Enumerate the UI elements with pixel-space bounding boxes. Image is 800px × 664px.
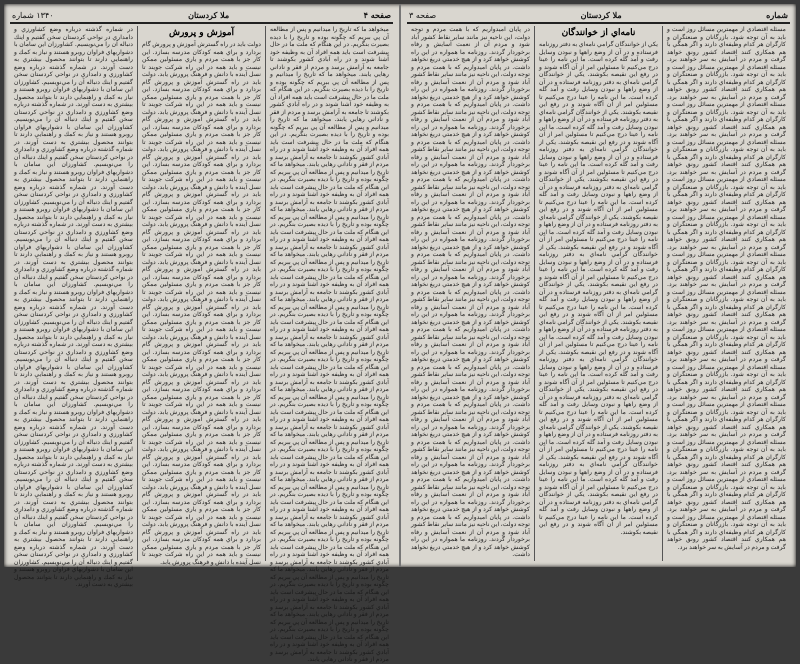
left-page-columns (10, 26, 393, 663)
left-page-column (10, 26, 137, 588)
article-heading: آموزش و پرورش (168, 28, 235, 38)
right-page-column (662, 26, 790, 561)
right-page-date: صفحه ۳ (409, 10, 437, 20)
left-page-column (137, 26, 265, 566)
right-page-column (407, 26, 534, 561)
article-text: ميخواهد ما كه تاريخ را ميدانيم و پس از مطالعه آن پي ببريم كه چگونه بوده و تاريخ را با ديده بصيرت بنگريم. در اين هنگام كه ملت ما در حال پيشرفت است بايد همه افراد آن به وظيفه خود آشنا شوند و در راه آبادي كشور بكوشند تا جامعه به آرامش برسد و مردم از فقر و ناداني رهايي يابند. ميخواهد ما كه تاريخ را ميدانيم و پس از مطالعه آن پي ببريم كه چگونه بوده و تاريخ را با ديده بصيرت بنگريم. در اين هنگام كه ملت ما در حال پيشرفت است بايد همه افراد آن به وظيفه خود آشنا شوند و در راه آبادي كشور بكوشند تا جامعه به آرامش برسد و مردم از فقر و ناداني رهايي يابند. ميخواهد ما كه تاريخ را ميدانيم و پس از مطالعه آن پي ببريم كه چگونه بوده و تاريخ را با ديده بصيرت بنگريم. در اين هنگام كه ملت ما در حال پيشرفت است بايد همه افراد آن به وظيفه خود آشنا شوند و در راه آبادي كشور بكوشند تا جامعه به آرامش برسد و مردم از فقر و ناداني رهايي يابند. ميخواهد ما كه تاريخ را ميدانيم و پس از مطالعه آن پي ببريم كه چگونه بوده و تاريخ را با ديده بصيرت بنگريم. در اين هنگام كه ملت ما در حال پيشرفت است بايد همه افراد آن به وظيفه خود آشنا شوند و در راه آبادي كشور بكوشند تا جامعه به آرامش برسد و مردم از فقر و ناداني رهايي يابند. ميخواهد ما كه تاريخ را ميدانيم و پس از مطالعه آن پي ببريم كه چگونه بوده و تاريخ را با ديده بصيرت بنگريم. در اين هنگام كه ملت ما در حال پيشرفت است بايد همه افراد آن به وظيفه خود آشنا شوند و در راه آبادي كشور بكوشند تا جامعه به آرامش برسد و مردم از فقر و ناداني رهايي يابند. ميخواهد ما كه تاريخ را ميدانيم و پس از مطالعه آن پي ببريم كه چگونه بوده و تاريخ را با ديده بصيرت بنگريم. در اين هنگام كه ملت ما در حال پيشرفت است بايد همه افراد آن به وظيفه خود آشنا شوند و در راه آبادي كشور بكوشند تا جامعه به آرامش برسد و مردم از فقر و ناداني رهايي يابند. ميخواهد ما كه تاريخ را ميدانيم و پس از مطالعه آن پي ببريم كه چگونه بوده و تاريخ را با ديده بصيرت بنگريم. در اين هنگام كه ملت ما در حال پيشرفت است بايد همه افراد آن به وظيفه خود آشنا شوند و در راه آبادي كشور بكوشند تا جامعه به آرامش برسد و مردم از فقر و ناداني رهايي يابند. ميخواهد ما كه تاريخ را ميدانيم و پس از مطالعه آن پي ببريم كه چگونه بوده و تاريخ را با ديده بصيرت بنگريم. در اين هنگام كه ملت ما در حال پيشرفت است بايد همه افراد آن به وظيفه خود آشنا شوند و در راه آبادي كشور بكوشند تا جامعه به آرامش برسد و مردم از فقر و ناداني رهايي يابند. ميخواهد ما كه تاريخ را ميدانيم و پس از مطالعه آن پي ببريم كه چگونه بوده و تاريخ را با ديده بصيرت بنگريم. در اين هنگام كه ملت ما در حال پيشرفت است بايد همه افراد آن به وظيفه خود آشنا شوند و در راه آبادي كشور بكوشند تا جامعه به آرامش برسد و مردم از فقر و ناداني رهايي يابند. ميخواهد ما كه تاريخ را ميدانيم و پس از مطالعه آن پي ببريم كه چگونه بوده و تاريخ را با ديده بصيرت بنگريم. در اين هنگام كه ملت ما در حال پيشرفت است بايد همه افراد آن به وظيفه خود آشنا شوند و در راه آبادي كشور بكوشند تا جامعه به آرامش برسد و مردم از فقر و ناداني رهايي يابند. ميخواهد ما كه تاريخ را ميدانيم و پس از مطالعه آن پي ببريم كه چگونه بوده و تاريخ را با ديده بصيرت بنگريم. در اين هنگام كه ملت ما در حال پيشرفت است بايد همه افراد آن به وظيفه خود آشنا شوند و در راه آبادي كشور بكوشند تا جامعه به آرامش برسد و مردم از فقر و ناداني رهايي يابند. ميخواهد ما كه تاريخ را ميدانيم و پس از مطالعه آن پي ببريم كه چگونه بوده و تاريخ را با ديده بصيرت بنگريم. در اين هنگام كه ملت ما در حال پيشرفت است بايد همه افراد آن به وظيفه خود آشنا شوند و در راه آبادي كشور بكوشند تا جامعه به آرامش برسد و مردم از فقر و ناداني رهايي يابند. ميخواهد ما كه تاريخ را ميدانيم و پس از مطالعه آن پي ببريم كه چگونه بوده و تاريخ را با ديده بصيرت بنگريم. در اين هنگام كه ملت ما در حال پيشرفت است بايد همه افراد آن به وظيفه خود آشنا شوند و در راه آبادي كشور بكوشند تا جامعه به آرامش برسد و مردم از فقر و ناداني رهايي يابند. ميخواهد ما كه تاريخ را ميدانيم و پس از مطالعه آن پي ببريم كه چگونه بوده و تاريخ را با ديده بصيرت بنگريم. در اين هنگام كه ملت ما در حال پيشرفت است بايد همه افراد آن به وظيفه خود آشنا شوند و در راه آبادي كشور بكوشند تا جامعه به آرامش برسد و مردم از فقر و ناداني رهايي يابند. (270, 26, 389, 663)
right-page-masthead: ملا كردستان (580, 10, 622, 20)
left-page-masthead: ملا كردستان (188, 10, 230, 20)
right-page-columns (407, 26, 790, 561)
article-text: دولت بايد در راه گسترش آموزش و پرورش گام بردارد و براي همه كودكان مدرسه بسازد. اين كار جز با همت مردم و ياري مسئولين ممكن نيست و بايد همه در اين راه شركت جويند تا نسل آينده با دانش و فرهنگ پرورش يابد. دولت بايد در راه گسترش آموزش و پرورش گام بردارد و براي همه كودكان مدرسه بسازد. اين كار جز با همت مردم و ياري مسئولين ممكن نيست و بايد همه در اين راه شركت جويند تا نسل آينده با دانش و فرهنگ پرورش يابد. دولت بايد در راه گسترش آموزش و پرورش گام بردارد و براي همه كودكان مدرسه بسازد. اين كار جز با همت مردم و ياري مسئولين ممكن نيست و بايد همه در اين راه شركت جويند تا نسل آينده با دانش و فرهنگ پرورش يابد. دولت بايد در راه گسترش آموزش و پرورش گام بردارد و براي همه كودكان مدرسه بسازد. اين كار جز با همت مردم و ياري مسئولين ممكن نيست و بايد همه در اين راه شركت جويند تا نسل آينده با دانش و فرهنگ پرورش يابد. دولت بايد در راه گسترش آموزش و پرورش گام بردارد و براي همه كودكان مدرسه بسازد. اين كار جز با همت مردم و ياري مسئولين ممكن نيست و بايد همه در اين راه شركت جويند تا نسل آينده با دانش و فرهنگ پرورش يابد. دولت بايد در راه گسترش آموزش و پرورش گام بردارد و براي همه كودكان مدرسه بسازد. اين كار جز با همت مردم و ياري مسئولين ممكن نيست و بايد همه در اين راه شركت جويند تا نسل آينده با دانش و فرهنگ پرورش يابد. دولت بايد در راه گسترش آموزش و پرورش گام بردارد و براي همه كودكان مدرسه بسازد. اين كار جز با همت مردم و ياري مسئولين ممكن نيست و بايد همه در اين راه شركت جويند تا نسل آينده با دانش و فرهنگ پرورش يابد. دولت بايد در راه گسترش آموزش و پرورش گام بردارد و براي همه كودكان مدرسه بسازد. اين كار جز با همت مردم و ياري مسئولين ممكن نيست و بايد همه در اين راه شركت جويند تا نسل آينده با دانش و فرهنگ پرورش يابد. دولت بايد در راه گسترش آموزش و پرورش گام بردارد و براي همه كودكان مدرسه بسازد. اين كار جز با همت مردم و ياري مسئولين ممكن نيست و بايد همه در اين راه شركت جويند تا نسل آينده با دانش و فرهنگ پرورش يابد. دولت بايد در راه گسترش آموزش و پرورش گام بردارد و براي همه كودكان مدرسه بسازد. اين كار جز با همت مردم و ياري مسئولين ممكن نيست و بايد همه در اين راه شركت جويند تا نسل آينده با دانش و فرهنگ پرورش يابد. دولت بايد در راه گسترش آموزش و پرورش گام بردارد و براي همه كودكان مدرسه بسازد. اين كار جز با همت مردم و ياري مسئولين ممكن نيست و بايد همه در اين راه شركت جويند تا نسل آينده با دانش و فرهنگ پرورش يابد. دولت بايد در راه گسترش آموزش و پرورش گام بردارد و براي همه كودكان مدرسه بسازد. اين كار جز با همت مردم و ياري مسئولين ممكن نيست و بايد همه در اين راه شركت جويند تا نسل آينده با دانش و فرهنگ پرورش يابد. دولت بايد در راه گسترش آموزش و پرورش گام بردارد و براي همه كودكان مدرسه بسازد. اين كار جز با همت مردم و ياري مسئولين ممكن نيست و بايد همه در اين راه شركت جويند تا نسل آينده با دانش و فرهنگ پرورش يابد. دولت بايد در راه گسترش آموزش و پرورش گام بردارد و براي همه كودكان مدرسه بسازد. اين كار جز با همت مردم و ياري مسئولين ممكن نيست و بايد همه در اين راه شركت جويند تا نسل آينده با دانش و فرهنگ پرورش يابد. (142, 41, 261, 566)
newspaper-spread (4, 4, 796, 663)
right-page-column (534, 26, 662, 561)
article-heading: نامه‌اي از خوانندگان (561, 28, 636, 38)
article-text: مسئله اقتصادي از مهمترين مسائل روز است و بايد به آن توجه شود. بازرگانان و صنعتگران و كارگران هر كدام وظيفه‌اي دارند و اگر همگي با هم همكاري كنند اقتصاد كشور رونق خواهد گرفت و مردم در آسايش به سر خواهند برد. مسئله اقتصادي از مهمترين مسائل روز است و بايد به آن توجه شود. بازرگانان و صنعتگران و كارگران هر كدام وظيفه‌اي دارند و اگر همگي با هم همكاري كنند اقتصاد كشور رونق خواهد گرفت و مردم در آسايش به سر خواهند برد. مسئله اقتصادي از مهمترين مسائل روز است و بايد به آن توجه شود. بازرگانان و صنعتگران و كارگران هر كدام وظيفه‌اي دارند و اگر همگي با هم همكاري كنند اقتصاد كشور رونق خواهد گرفت و مردم در آسايش به سر خواهند برد. مسئله اقتصادي از مهمترين مسائل روز است و بايد به آن توجه شود. بازرگانان و صنعتگران و كارگران هر كدام وظيفه‌اي دارند و اگر همگي با هم همكاري كنند اقتصاد كشور رونق خواهد گرفت و مردم در آسايش به سر خواهند برد. مسئله اقتصادي از مهمترين مسائل روز است و بايد به آن توجه شود. بازرگانان و صنعتگران و كارگران هر كدام وظيفه‌اي دارند و اگر همگي با هم همكاري كنند اقتصاد كشور رونق خواهد گرفت و مردم در آسايش به سر خواهند برد. مسئله اقتصادي از مهمترين مسائل روز است و بايد به آن توجه شود. بازرگانان و صنعتگران و كارگران هر كدام وظيفه‌اي دارند و اگر همگي با هم همكاري كنند اقتصاد كشور رونق خواهد گرفت و مردم در آسايش به سر خواهند برد. مسئله اقتصادي از مهمترين مسائل روز است و بايد به آن توجه شود. بازرگانان و صنعتگران و كارگران هر كدام وظيفه‌اي دارند و اگر همگي با هم همكاري كنند اقتصاد كشور رونق خواهد گرفت و مردم در آسايش به سر خواهند برد. مسئله اقتصادي از مهمترين مسائل روز است و بايد به آن توجه شود. بازرگانان و صنعتگران و كارگران هر كدام وظيفه‌اي دارند و اگر همگي با هم همكاري كنند اقتصاد كشور رونق خواهد گرفت و مردم در آسايش به سر خواهند برد. مسئله اقتصادي از مهمترين مسائل روز است و بايد به آن توجه شود. بازرگانان و صنعتگران و كارگران هر كدام وظيفه‌اي دارند و اگر همگي با هم همكاري كنند اقتصاد كشور رونق خواهد گرفت و مردم در آسايش به سر خواهند برد. مسئله اقتصادي از مهمترين مسائل روز است و بايد به آن توجه شود. بازرگانان و صنعتگران و كارگران هر كدام وظيفه‌اي دارند و اگر همگي با هم همكاري كنند اقتصاد كشور رونق خواهد گرفت و مردم در آسايش به سر خواهند برد. مسئله اقتصادي از مهمترين مسائل روز است و بايد به آن توجه شود. بازرگانان و صنعتگران و كارگران هر كدام وظيفه‌اي دارند و اگر همگي با هم همكاري كنند اقتصاد كشور رونق خواهد گرفت و مردم در آسايش به سر خواهند برد. مسئله اقتصادي از مهمترين مسائل روز است و بايد به آن توجه شود. بازرگانان و صنعتگران و كارگران هر كدام وظيفه‌اي دارند و اگر همگي با هم همكاري كنند اقتصاد كشور رونق خواهد گرفت و مردم در آسايش به سر خواهند برد. مسئله اقتصادي از مهمترين مسائل روز است و بايد به آن توجه شود. بازرگانان و صنعتگران و كارگران هر كدام وظيفه‌اي دارند و اگر همگي با هم همكاري كنند اقتصاد كشور رونق خواهد گرفت و مردم در آسايش به سر خواهند برد. مسئله اقتصادي از مهمترين مسائل روز است و بايد به آن توجه شود. بازرگانان و صنعتگران و كارگران هر كدام وظيفه‌اي دارند و اگر همگي با هم همكاري كنند اقتصاد كشور رونق خواهد گرفت و مردم در آسايش به سر خواهند برد. (667, 26, 786, 551)
right-page (401, 4, 796, 567)
left-page-column (265, 26, 393, 663)
right-page-number: شماره (766, 10, 788, 20)
right-page-header (407, 8, 790, 24)
left-page-number: صفحه ۴ (363, 10, 391, 20)
article-text: در پايان اميدواريم كه با همت مردم و توجه دولت، اين ناحيه نيز مانند ساير نقاط كشور آباد شود و مردم آن از نعمت آسايش و رفاه برخوردار گردند. روزنامه ما همواره در اين راه كوشش خواهد كرد و از هيچ خدمتي دريغ نخواهد داشت. در پايان اميدواريم كه با همت مردم و توجه دولت، اين ناحيه نيز مانند ساير نقاط كشور آباد شود و مردم آن از نعمت آسايش و رفاه برخوردار گردند. روزنامه ما همواره در اين راه كوشش خواهد كرد و از هيچ خدمتي دريغ نخواهد داشت. در پايان اميدواريم كه با همت مردم و توجه دولت، اين ناحيه نيز مانند ساير نقاط كشور آباد شود و مردم آن از نعمت آسايش و رفاه برخوردار گردند. روزنامه ما همواره در اين راه كوشش خواهد كرد و از هيچ خدمتي دريغ نخواهد داشت. در پايان اميدواريم كه با همت مردم و توجه دولت، اين ناحيه نيز مانند ساير نقاط كشور آباد شود و مردم آن از نعمت آسايش و رفاه برخوردار گردند. روزنامه ما همواره در اين راه كوشش خواهد كرد و از هيچ خدمتي دريغ نخواهد داشت. در پايان اميدواريم كه با همت مردم و توجه دولت، اين ناحيه نيز مانند ساير نقاط كشور آباد شود و مردم آن از نعمت آسايش و رفاه برخوردار گردند. روزنامه ما همواره در اين راه كوشش خواهد كرد و از هيچ خدمتي دريغ نخواهد داشت. در پايان اميدواريم كه با همت مردم و توجه دولت، اين ناحيه نيز مانند ساير نقاط كشور آباد شود و مردم آن از نعمت آسايش و رفاه برخوردار گردند. روزنامه ما همواره در اين راه كوشش خواهد كرد و از هيچ خدمتي دريغ نخواهد داشت. در پايان اميدواريم كه با همت مردم و توجه دولت، اين ناحيه نيز مانند ساير نقاط كشور آباد شود و مردم آن از نعمت آسايش و رفاه برخوردار گردند. روزنامه ما همواره در اين راه كوشش خواهد كرد و از هيچ خدمتي دريغ نخواهد داشت. در پايان اميدواريم كه با همت مردم و توجه دولت، اين ناحيه نيز مانند ساير نقاط كشور آباد شود و مردم آن از نعمت آسايش و رفاه برخوردار گردند. روزنامه ما همواره در اين راه كوشش خواهد كرد و از هيچ خدمتي دريغ نخواهد داشت. در پايان اميدواريم كه با همت مردم و توجه دولت، اين ناحيه نيز مانند ساير نقاط كشور آباد شود و مردم آن از نعمت آسايش و رفاه برخوردار گردند. روزنامه ما همواره در اين راه كوشش خواهد كرد و از هيچ خدمتي دريغ نخواهد داشت. در پايان اميدواريم كه با همت مردم و توجه دولت، اين ناحيه نيز مانند ساير نقاط كشور آباد شود و مردم آن از نعمت آسايش و رفاه برخوردار گردند. روزنامه ما همواره در اين راه كوشش خواهد كرد و از هيچ خدمتي دريغ نخواهد داشت. در پايان اميدواريم كه با همت مردم و توجه دولت، اين ناحيه نيز مانند ساير نقاط كشور آباد شود و مردم آن از نعمت آسايش و رفاه برخوردار گردند. روزنامه ما همواره در اين راه كوشش خواهد كرد و از هيچ خدمتي دريغ نخواهد داشت. در پايان اميدواريم كه با همت مردم و توجه دولت، اين ناحيه نيز مانند ساير نقاط كشور آباد شود و مردم آن از نعمت آسايش و رفاه برخوردار گردند. روزنامه ما همواره در اين راه كوشش خواهد كرد و از هيچ خدمتي دريغ نخواهد داشت. در پايان اميدواريم كه با همت مردم و توجه دولت، اين ناحيه نيز مانند ساير نقاط كشور آباد شود و مردم آن از نعمت آسايش و رفاه برخوردار گردند. روزنامه ما همواره در اين راه كوشش خواهد كرد و از هيچ خدمتي دريغ نخواهد داشت. در پايان اميدواريم كه با همت مردم و توجه دولت، اين ناحيه نيز مانند ساير نقاط كشور آباد شود و مردم آن از نعمت آسايش و رفاه برخوردار گردند. روزنامه ما همواره در اين راه كوشش خواهد كرد و از هيچ خدمتي دريغ نخواهد داشت. (411, 26, 530, 558)
article-text: يكي از خوانندگان گرامي نامه‌اي به دفتر روزنامه فرستاده و در آن از وضع راهها و نبودن وسايل رفت و آمد گله كرده است. ما اين نامه را عينا درج مي‌كنيم تا مسئولين امر از آن آگاه شوند و در رفع اين نقيصه بكوشند. يكي از خوانندگان گرامي نامه‌اي به دفتر روزنامه فرستاده و در آن از وضع راهها و نبودن وسايل رفت و آمد گله كرده است. ما اين نامه را عينا درج مي‌كنيم تا مسئولين امر از آن آگاه شوند و در رفع اين نقيصه بكوشند. يكي از خوانندگان گرامي نامه‌اي به دفتر روزنامه فرستاده و در آن از وضع راهها و نبودن وسايل رفت و آمد گله كرده است. ما اين نامه را عينا درج مي‌كنيم تا مسئولين امر از آن آگاه شوند و در رفع اين نقيصه بكوشند. يكي از خوانندگان گرامي نامه‌اي به دفتر روزنامه فرستاده و در آن از وضع راهها و نبودن وسايل رفت و آمد گله كرده است. ما اين نامه را عينا درج مي‌كنيم تا مسئولين امر از آن آگاه شوند و در رفع اين نقيصه بكوشند. يكي از خوانندگان گرامي نامه‌اي به دفتر روزنامه فرستاده و در آن از وضع راهها و نبودن وسايل رفت و آمد گله كرده است. ما اين نامه را عينا درج مي‌كنيم تا مسئولين امر از آن آگاه شوند و در رفع اين نقيصه بكوشند. يكي از خوانندگان گرامي نامه‌اي به دفتر روزنامه فرستاده و در آن از وضع راهها و نبودن وسايل رفت و آمد گله كرده است. ما اين نامه را عينا درج مي‌كنيم تا مسئولين امر از آن آگاه شوند و در رفع اين نقيصه بكوشند. يكي از خوانندگان گرامي نامه‌اي به دفتر روزنامه فرستاده و در آن از وضع راهها و نبودن وسايل رفت و آمد گله كرده است. ما اين نامه را عينا درج مي‌كنيم تا مسئولين امر از آن آگاه شوند و در رفع اين نقيصه بكوشند. يكي از خوانندگان گرامي نامه‌اي به دفتر روزنامه فرستاده و در آن از وضع راهها و نبودن وسايل رفت و آمد گله كرده است. ما اين نامه را عينا درج مي‌كنيم تا مسئولين امر از آن آگاه شوند و در رفع اين نقيصه بكوشند. يكي از خوانندگان گرامي نامه‌اي به دفتر روزنامه فرستاده و در آن از وضع راهها و نبودن وسايل رفت و آمد گله كرده است. ما اين نامه را عينا درج مي‌كنيم تا مسئولين امر از آن آگاه شوند و در رفع اين نقيصه بكوشند. يكي از خوانندگان گرامي نامه‌اي به دفتر روزنامه فرستاده و در آن از وضع راهها و نبودن وسايل رفت و آمد گله كرده است. ما اين نامه را عينا درج مي‌كنيم تا مسئولين امر از آن آگاه شوند و در رفع اين نقيصه بكوشند. يكي از خوانندگان گرامي نامه‌اي به دفتر روزنامه فرستاده و در آن از وضع راهها و نبودن وسايل رفت و آمد گله كرده است. ما اين نامه را عينا درج مي‌كنيم تا مسئولين امر از آن آگاه شوند و در رفع اين نقيصه بكوشند. يكي از خوانندگان گرامي نامه‌اي به دفتر روزنامه فرستاده و در آن از وضع راهها و نبودن وسايل رفت و آمد گله كرده است. ما اين نامه را عينا درج مي‌كنيم تا مسئولين امر از آن آگاه شوند و در رفع اين نقيصه بكوشند. يكي از خوانندگان گرامي نامه‌اي به دفتر روزنامه فرستاده و در آن از وضع راهها و نبودن وسايل رفت و آمد گله كرده است. ما اين نامه را عينا درج مي‌كنيم تا مسئولين امر از آن آگاه شوند و در رفع اين نقيصه بكوشند. يكي از خوانندگان گرامي نامه‌اي به دفتر روزنامه فرستاده و در آن از وضع راهها و نبودن وسايل رفت و آمد گله كرده است. ما اين نامه را عينا درج مي‌كنيم تا مسئولين امر از آن آگاه شوند و در رفع اين نقيصه بكوشند. (539, 41, 658, 536)
left-page (4, 4, 401, 663)
article-text: در شماره گذشته درباره وضع كشاورزي و دامداري در نواحي كردستان سخن گفتيم و اينك دنباله آن را مي‌نويسيم. كشاورزان اين سامان با دشواريهاي فراوان روبرو هستند و نياز به كمك و راهنمايي دارند تا بتوانند محصول بيشتري به دست آورند. در شماره گذشته درباره وضع كشاورزي و دامداري در نواحي كردستان سخن گفتيم و اينك دنباله آن را مي‌نويسيم. كشاورزان اين سامان با دشواريهاي فراوان روبرو هستند و نياز به كمك و راهنمايي دارند تا بتوانند محصول بيشتري به دست آورند. در شماره گذشته درباره وضع كشاورزي و دامداري در نواحي كردستان سخن گفتيم و اينك دنباله آن را مي‌نويسيم. كشاورزان اين سامان با دشواريهاي فراوان روبرو هستند و نياز به كمك و راهنمايي دارند تا بتوانند محصول بيشتري به دست آورند. در شماره گذشته درباره وضع كشاورزي و دامداري در نواحي كردستان سخن گفتيم و اينك دنباله آن را مي‌نويسيم. كشاورزان اين سامان با دشواريهاي فراوان روبرو هستند و نياز به كمك و راهنمايي دارند تا بتوانند محصول بيشتري به دست آورند. در شماره گذشته درباره وضع كشاورزي و دامداري در نواحي كردستان سخن گفتيم و اينك دنباله آن را مي‌نويسيم. كشاورزان اين سامان با دشواريهاي فراوان روبرو هستند و نياز به كمك و راهنمايي دارند تا بتوانند محصول بيشتري به دست آورند. در شماره گذشته درباره وضع كشاورزي و دامداري در نواحي كردستان سخن گفتيم و اينك دنباله آن را مي‌نويسيم. كشاورزان اين سامان با دشواريهاي فراوان روبرو هستند و نياز به كمك و راهنمايي دارند تا بتوانند محصول بيشتري به دست آورند. در شماره گذشته درباره وضع كشاورزي و دامداري در نواحي كردستان سخن گفتيم و اينك دنباله آن را مي‌نويسيم. كشاورزان اين سامان با دشواريهاي فراوان روبرو هستند و نياز به كمك و راهنمايي دارند تا بتوانند محصول بيشتري به دست آورند. در شماره گذشته درباره وضع كشاورزي و دامداري در نواحي كردستان سخن گفتيم و اينك دنباله آن را مي‌نويسيم. كشاورزان اين سامان با دشواريهاي فراوان روبرو هستند و نياز به كمك و راهنمايي دارند تا بتوانند محصول بيشتري به دست آورند. در شماره گذشته درباره وضع كشاورزي و دامداري در نواحي كردستان سخن گفتيم و اينك دنباله آن را مي‌نويسيم. كشاورزان اين سامان با دشواريهاي فراوان روبرو هستند و نياز به كمك و راهنمايي دارند تا بتوانند محصول بيشتري به دست آورند. در شماره گذشته درباره وضع كشاورزي و دامداري در نواحي كردستان سخن گفتيم و اينك دنباله آن را مي‌نويسيم. كشاورزان اين سامان با دشواريهاي فراوان روبرو هستند و نياز به كمك و راهنمايي دارند تا بتوانند محصول بيشتري به دست آورند. در شماره گذشته درباره وضع كشاورزي و دامداري در نواحي كردستان سخن گفتيم و اينك دنباله آن را مي‌نويسيم. كشاورزان اين سامان با دشواريهاي فراوان روبرو هستند و نياز به كمك و راهنمايي دارند تا بتوانند محصول بيشتري به دست آورند. در شماره گذشته درباره وضع كشاورزي و دامداري در نواحي كردستان سخن گفتيم و اينك دنباله آن را مي‌نويسيم. كشاورزان اين سامان با دشواريهاي فراوان روبرو هستند و نياز به كمك و راهنمايي دارند تا بتوانند محصول بيشتري به دست آورند. در شماره گذشته درباره وضع كشاورزي و دامداري در نواحي كردستان سخن گفتيم و اينك دنباله آن را مي‌نويسيم. كشاورزان اين سامان با دشواريهاي فراوان روبرو هستند و نياز به كمك و راهنمايي دارند تا بتوانند محصول بيشتري به دست آورند. در شماره گذشته درباره وضع كشاورزي و دامداري در نواحي كردستان سخن گفتيم و اينك دنباله آن را مي‌نويسيم. كشاورزان اين سامان با دشواريهاي فراوان روبرو هستند و نياز به كمك و راهنمايي دارند تا بتوانند محصول بيشتري به دست آورند. (14, 26, 133, 588)
left-page-date: ۱۳۴۰ شماره (12, 10, 54, 20)
left-page-header (10, 8, 393, 24)
